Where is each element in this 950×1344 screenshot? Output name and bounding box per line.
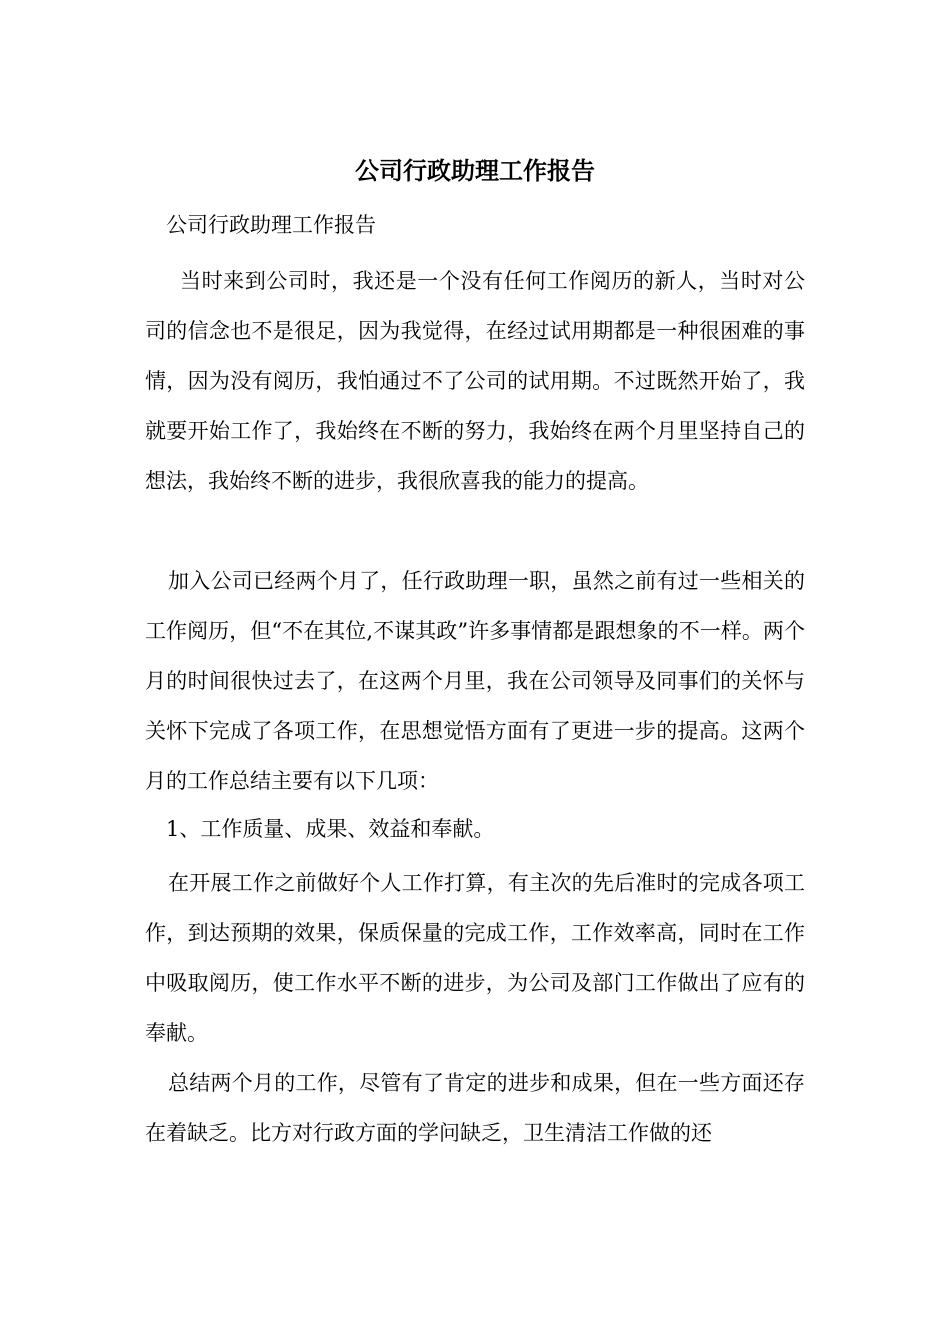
paragraph-3: 在开展工作之前做好个人工作打算，有主次的先后准时的完成各项工作，到达预期的效果，保质保量的完成工作，工作效率高，同时在工作中吸取阅历，使工作水平不断的进步，为公司及部门工作做出了应有的奉献。	[145, 871, 805, 1045]
paragraph-spacer	[145, 506, 805, 556]
paragraph-1: 当时来到公司时，我还是一个没有任何工作阅历的新人，当时对公司的信念也不是很足，因为我觉得，在经过试用期都是一种很困难的事情，因为没有阅历，我怕通过不了公司的试用期。不过既然开始了，我就要开始工作了，我始终在不断的努力，我始终在两个月里坚持自己的想法，我始终不断的进步，我很欣喜我的能力的提高。	[145, 269, 805, 493]
paragraph-4: 总结两个月的工作，尽管有了肯定的进步和成果，但在一些方面还存在着缺乏。比方对行政方面的学问缺乏，卫生清洁工作做的还	[145, 1071, 805, 1145]
document-subtitle: 公司行政助理工作报告	[166, 213, 376, 237]
document-title: 公司行政助理工作报告	[355, 156, 595, 185]
document-body	[145, 205, 805, 1158]
list-item-1: 1、工作质量、成果、效益和奉献。	[166, 817, 495, 841]
paragraph-2: 加入公司已经两个月了，任行政助理一职，虽然之前有过一些相关的工作阅历，但“不在其位,不谋其政”许多事情都是跟想象的不一样。两个月的时间很快过去了，在这两个月里，我在公司领导及同事们的关怀与关怀下完成了各项工作，在思想觉悟方面有了更进一步的提高。这两个月的工作总结主要有以下几项：	[145, 569, 805, 793]
